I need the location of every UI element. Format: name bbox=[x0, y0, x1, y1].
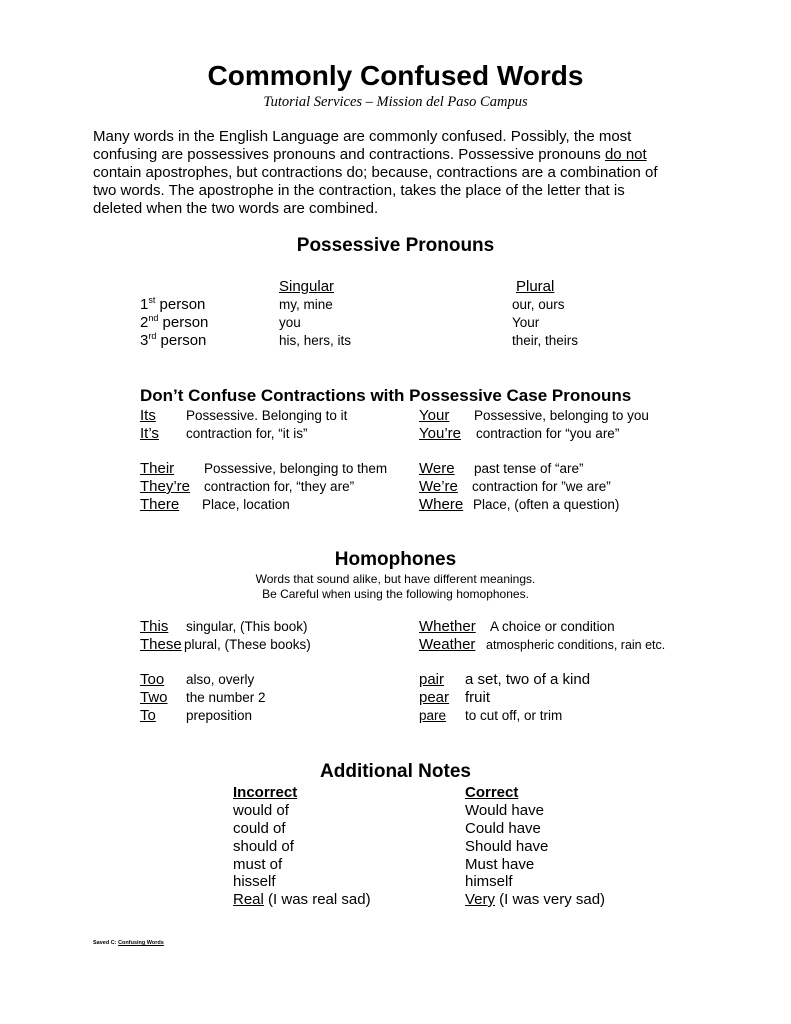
person-num: 3 bbox=[140, 332, 149, 349]
word-definition: Place, location bbox=[202, 497, 290, 512]
notes-heading: Additional Notes bbox=[320, 761, 471, 782]
word-definition: contraction for ”we are” bbox=[472, 479, 611, 494]
word-definition: preposition bbox=[186, 708, 253, 723]
person-text: person bbox=[155, 296, 206, 313]
word-term: Your bbox=[419, 407, 450, 424]
incorrect-header: Incorrect bbox=[233, 784, 298, 801]
intro-line: deleted when the two words are combined. bbox=[93, 200, 379, 217]
word-definition: past tense of “are” bbox=[474, 461, 584, 476]
singular-value: you bbox=[279, 315, 301, 330]
correct-value: himself bbox=[465, 873, 513, 890]
word-term: To bbox=[140, 707, 156, 724]
word-definition: Possessive, belonging to you bbox=[474, 408, 649, 423]
word-definition: also, overly bbox=[186, 672, 255, 687]
word-definition: Possessive. Belonging to it bbox=[186, 408, 348, 423]
word-definition: Place, (often a question) bbox=[473, 497, 620, 512]
person-label bbox=[140, 296, 205, 313]
word-term: Were bbox=[419, 460, 455, 477]
incorrect-word: Real bbox=[233, 891, 264, 908]
word-term: There bbox=[140, 496, 180, 513]
incorrect-value: would of bbox=[233, 802, 289, 819]
word-definition: contraction for, “it is” bbox=[186, 426, 308, 441]
plural-header: Plural bbox=[516, 278, 555, 295]
word-term: They’re bbox=[140, 478, 191, 495]
word-definition: fruit bbox=[465, 689, 491, 706]
singular-value: my, mine bbox=[279, 297, 333, 312]
intro-line-text: confusing are possessives pronouns and contractions. Possessive pronouns bbox=[93, 146, 605, 163]
footer-saved bbox=[93, 940, 164, 946]
incorrect-value: could of bbox=[233, 820, 286, 837]
word-definition: contraction for, “they are” bbox=[204, 479, 355, 494]
intro-paragraph bbox=[93, 128, 693, 218]
intro-underlined: do not bbox=[604, 146, 647, 163]
incorrect-value: should of bbox=[233, 838, 294, 855]
word-term: Two bbox=[140, 689, 168, 706]
word-definition: atmospheric conditions, rain etc. bbox=[486, 638, 666, 652]
word-definition: a set, two of a kind bbox=[465, 671, 591, 688]
word-definition: plural, (These books) bbox=[184, 637, 311, 652]
plural-value: our, ours bbox=[512, 297, 565, 312]
correct-word: Very bbox=[465, 891, 496, 908]
word-term: Weather bbox=[419, 636, 476, 653]
word-definition: the number 2 bbox=[186, 690, 266, 705]
correct-header: Correct bbox=[465, 784, 519, 801]
word-term: You’re bbox=[419, 425, 461, 442]
contractions-heading: Don’t Confuse Contractions with Possessive Case Pronouns bbox=[140, 386, 632, 405]
homophones-subtitle: Words that sound alike, but have different meanings. bbox=[255, 572, 536, 586]
word-term: It’s bbox=[140, 425, 159, 442]
word-term: These bbox=[140, 636, 182, 653]
plural-value: Your bbox=[512, 315, 540, 330]
incorrect-value bbox=[233, 891, 371, 908]
person-label bbox=[140, 332, 206, 349]
intro-line bbox=[93, 146, 693, 164]
person-text: person bbox=[156, 332, 207, 349]
correct-value: Would have bbox=[465, 802, 544, 819]
word-term: Where bbox=[419, 496, 464, 513]
word-term: This bbox=[140, 618, 169, 635]
incorrect-value: hisself bbox=[233, 873, 276, 890]
homophones-subtitle: Be Careful when using the following homophones. bbox=[262, 587, 529, 601]
word-definition: A choice or condition bbox=[490, 619, 615, 634]
correct-value: Could have bbox=[465, 820, 541, 837]
intro-line: Many words in the English Language are commonly confused. Possibly, the most bbox=[93, 128, 632, 145]
person-ordinal: rd bbox=[148, 331, 157, 341]
page-title: Commonly Confused Words bbox=[207, 60, 584, 91]
word-term: Their bbox=[140, 460, 175, 477]
word-definition: contraction for “you are” bbox=[476, 426, 620, 441]
word-term: pare bbox=[419, 708, 447, 723]
incorrect-example: (I was real sad) bbox=[263, 891, 371, 908]
intro-line: contain apostrophes, but contractions do; because, contractions are a combination of bbox=[93, 164, 658, 181]
singular-value: his, hers, its bbox=[279, 333, 352, 348]
word-term: We’re bbox=[419, 478, 458, 495]
possessive-heading: Possessive Pronouns bbox=[296, 235, 495, 256]
word-term: pear bbox=[419, 689, 450, 706]
word-term: pair bbox=[419, 671, 445, 688]
word-term: Too bbox=[140, 671, 165, 688]
plural-value: their, theirs bbox=[512, 333, 579, 348]
word-term: Its bbox=[140, 407, 156, 424]
word-definition: singular, (This book) bbox=[186, 619, 308, 634]
word-definition: Possessive, belonging to them bbox=[204, 461, 388, 476]
person-text: person bbox=[158, 314, 209, 331]
person-ordinal: nd bbox=[148, 313, 159, 323]
correct-example: (I was very sad) bbox=[495, 891, 606, 908]
person-num: 2 bbox=[140, 314, 149, 331]
person-num: 1 bbox=[140, 296, 149, 313]
person-label bbox=[140, 314, 208, 331]
incorrect-value: must of bbox=[233, 856, 283, 873]
word-definition: to cut off, or trim bbox=[465, 708, 563, 723]
page-subtitle: Tutorial Services – Mission del Paso Campus bbox=[263, 94, 528, 110]
singular-header: Singular bbox=[279, 278, 335, 295]
correct-value bbox=[465, 891, 605, 908]
correct-value: Should have bbox=[465, 838, 549, 855]
footer-link[interactable]: Confusing Words bbox=[118, 940, 164, 946]
word-term: Whether bbox=[419, 618, 476, 635]
intro-line: two words. The apostrophe in the contraction, takes the place of the letter that is bbox=[93, 182, 625, 199]
correct-value: Must have bbox=[465, 856, 535, 873]
footer-label: Saved C: bbox=[93, 940, 117, 946]
homophones-heading: Homophones bbox=[334, 549, 457, 570]
person-ordinal: st bbox=[148, 295, 156, 305]
